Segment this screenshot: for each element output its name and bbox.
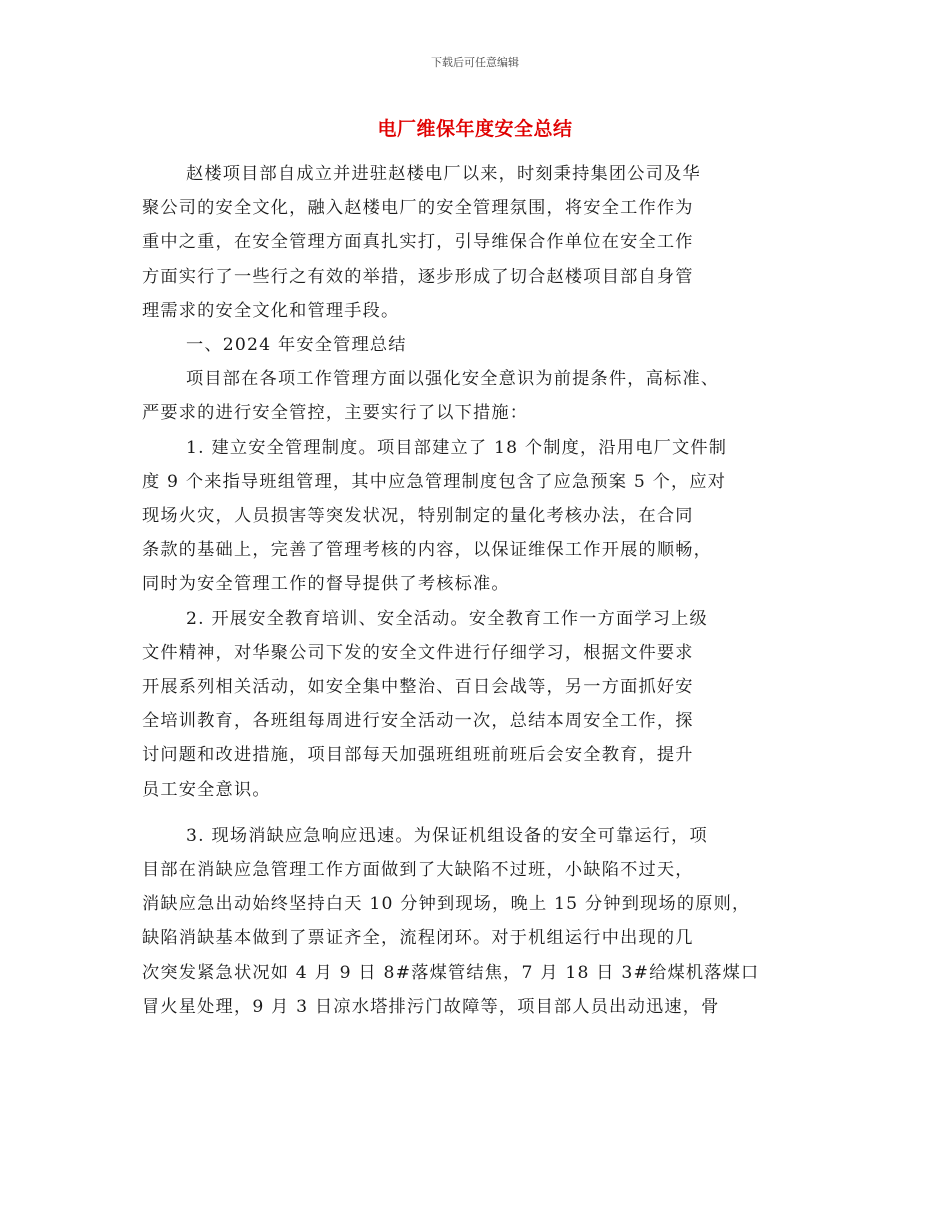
- text-line: 3. 现场消缺应急响应迅速。为保证机组设备的安全可靠运行，项: [186, 825, 708, 846]
- text-line: 1. 建立安全管理制度。项目部建立了 18 个制度，沿用电厂文件制: [186, 437, 728, 458]
- paragraph-intro: [142, 157, 822, 328]
- text-line: 一、2024 年安全管理总结: [186, 335, 407, 356]
- text-line: 消缺应急出动始终坚持白天 10 分钟到现场，晚上 15 分钟到现场的原则，: [142, 894, 751, 915]
- text-line: 员工安全意识。: [142, 779, 271, 800]
- text-line: 缺陷消缺基本做到了票证齐全，流程闭环。对于机组运行中出现的几: [142, 928, 694, 949]
- paragraph-measures-intro: [142, 362, 822, 430]
- text-line: 聚公司的安全文化，融入赵楼电厂的安全管理氛围，将安全工作作为: [142, 198, 694, 219]
- text-line: 文件精神，对华聚公司下发的安全文件进行仔细学习，根据文件要求: [142, 642, 694, 663]
- document-body: [142, 157, 822, 1024]
- text-line: 现场火灾，人员损害等突发状况，特别制定的量化考核办法，在合同: [142, 506, 694, 527]
- text-line: 赵楼项目部自成立并进驻赵楼电厂以来，时刻秉持集团公司及华: [186, 164, 701, 184]
- section-heading: [142, 328, 822, 362]
- text-line: 冒火星处理，9 月 3 日凉水塔排污门故障等，项目部人员出动迅速，骨: [142, 996, 720, 1017]
- document-title: 电厂维保年度安全总结: [377, 118, 573, 140]
- header-note: 下载后可任意编辑: [431, 56, 519, 69]
- text-line: 全培训教育，各班组每周进行安全活动一次，总结本周安全工作，探: [142, 711, 694, 732]
- text-line: 项目部在各项工作管理方面以强化安全意识为前提条件，高标准、: [186, 369, 720, 390]
- text-line: 开展系列相关活动，如安全集中整治、百日会战等，另一方面抓好安: [142, 677, 694, 698]
- text-line: 度 9 个来指导班组管理，其中应急管理制度包含了应急预案 5 个，应对: [142, 471, 727, 492]
- text-line: 理需求的安全文化和管理手段。: [142, 300, 400, 321]
- text-line: 讨问题和改进措施，项目部每天加强班组班前班后会安全教育，提升: [142, 745, 694, 766]
- text-line: 同时为安全管理工作的督导提供了考核标准。: [142, 574, 510, 595]
- paragraph-measure-1: [142, 431, 822, 602]
- text-line: 严要求的进行安全管控，主要实行了以下措施：: [142, 403, 529, 424]
- text-line: 方面实行了一些行之有效的举措，逐步形成了切合赵楼项目部自身管: [142, 266, 694, 287]
- text-line: 2. 开展安全教育培训、安全活动。安全教育工作一方面学习上级: [186, 608, 708, 629]
- paragraph-spacer: [142, 807, 822, 819]
- paragraph-measure-3: [142, 819, 822, 1024]
- paragraph-measure-2: [142, 602, 822, 807]
- text-line: 条款的基础上，完善了管理考核的内容，以保证维保工作开展的顺畅，: [142, 540, 713, 561]
- text-line: 次突发紧急状况如 4 月 9 日 8#落煤管结焦，7 月 18 日 3#给煤机落煤口: [142, 962, 760, 983]
- text-line: 目部在消缺应急管理工作方面做到了大缺陷不过班，小缺陷不过天，: [142, 860, 694, 881]
- text-line: 重中之重，在安全管理方面真扎实打，引导维保合作单位在安全工作: [142, 232, 694, 253]
